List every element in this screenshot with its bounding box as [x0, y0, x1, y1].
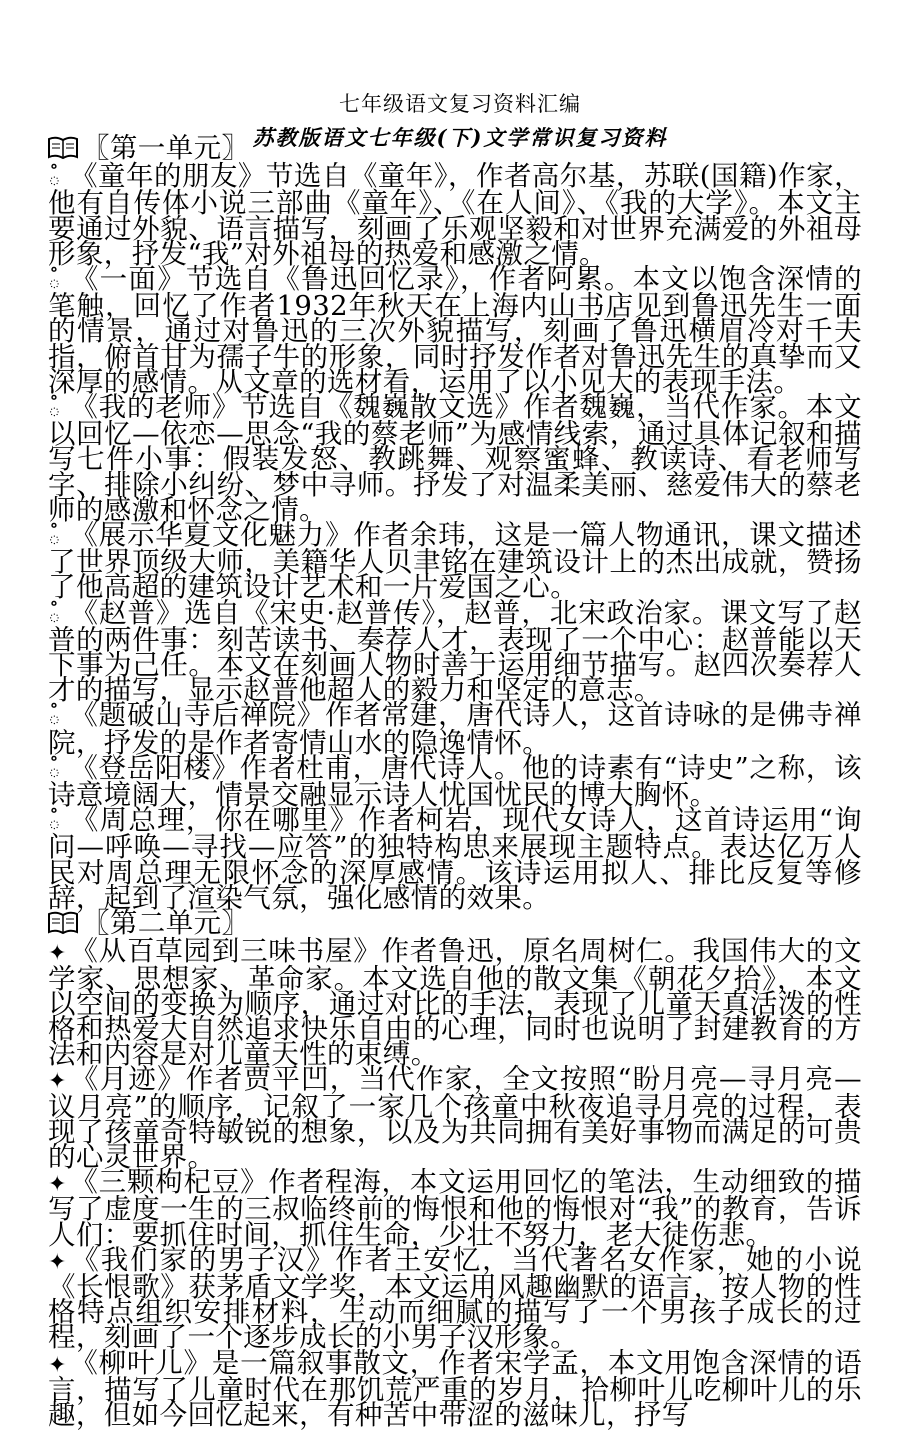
entry-text [48, 1166, 862, 1251]
flourish-bullet-icon: ఄ [48, 166, 62, 192]
flourish-bullet-icon: ఄ [48, 705, 62, 731]
star-bullet-icon: ✦ [48, 1069, 67, 1095]
flourish-bullet-icon: ఄ [48, 757, 62, 783]
entry-body: 《周总理，你在哪里》作者柯岩，现代女诗人，这首诗运用“询问—呼唤—寻找—应答”的独特构思来展现主题特点。表达亿万人民对周总理无限怀念的深厚感情。该诗运用拟人、排比反复等修辞，起到了渲染气氛，强化感情的效果。 [48, 804, 862, 914]
entry-text [48, 519, 862, 604]
document-header-title: 七年级语文复习资料汇编 [339, 92, 581, 116]
entry-body: 《展示华夏文化魅力》作者余玮，这是一篇人物通讯，课文描述了世界顶级大师，美籍华人贝聿铭在建筑设计上的杰出成就，赞扬了他高超的建筑设计艺术和一片爱国之心。 [48, 519, 862, 604]
entry-body: 《一面》节选自《鲁迅回忆录》，作者阿累。本文以饱含深情的笔触，回忆了作者1932年秋天在上海内山书店见到鲁迅先生一面的情景，通过对鲁迅的三次外貌描写，刻画了鲁迅横眉冷对千夫指，俯首甘为孺子牛的形象，同时抒发作者对鲁迅先生的真挚而又深厚的感情。从文章的选材看，运用了以小见大的表现手法。 [48, 263, 862, 398]
entry-body: 《从百草园到三味书屋》作者鲁迅，原名周树仁。我国伟大的文学家、思想家、革命家。本文选自他的散文集《朝花夕拾》，本文以空间的变换为顺序，通过对比的手法，表现了儿童天真活泼的性格和热爱大自然追求快乐自由的心理，同时也说明了封建教育的方法和内容是对儿童天性的束缚。 [48, 935, 862, 1071]
document-body [48, 132, 862, 1431]
entry-text [48, 1346, 862, 1431]
flourish-bullet-icon: ఄ [48, 810, 62, 836]
entry-body: 《登岳阳楼》作者杜甫，唐代诗人。他的诗素有“诗史”之称，该诗意境阔大，情景交融显示诗人忧国忧民的博大胸怀。 [48, 751, 862, 812]
flourish-bullet-icon: ఄ [48, 525, 62, 551]
entry-text [48, 935, 862, 1071]
flourish-bullet-icon: ఄ [48, 602, 62, 628]
entry-body: 《赵普》选自《宋史·赵普传》，赵普，北宋政治家。课文写了赵普的两件事：刻苦读书、奏荐人才，表现了一个中心：赵普能以天下事为己任。本文在刻画人物时善于运用细节描写。赵四次奏荐人才的描写，显示赵普他超人的毅力和坚定的意志。 [48, 596, 862, 707]
unit-heading-label: 〖第二单元〗 [82, 907, 250, 940]
entry-text [48, 804, 862, 914]
flourish-bullet-icon: ఄ [48, 269, 62, 295]
star-bullet-icon: ✦ [48, 1172, 67, 1198]
star-bullet-icon: ✦ [48, 1352, 67, 1378]
entry-text [48, 1243, 862, 1354]
entry-text [48, 596, 862, 707]
flourish-bullet-icon: ఄ [48, 397, 62, 423]
entry-text [48, 160, 862, 270]
entry-body: 《童年的朋友》节选自《童年》，作者高尔基，苏联(国籍)作家，他有自传体小说三部曲《童年》、《在人间》、《我的大学》。本文主要通过外貌、语言描写，刻画了乐观坚毅和对世界充满爱的外祖母形象，抒发“我”对外祖母的热爱和感激之情。 [48, 160, 862, 270]
entry-text [48, 1063, 862, 1173]
entry-body: 《三颗枸杞豆》作者程海，本文运用回忆的笔法，生动细致的描写了虚度一生的三叔临终前的悔恨和他的悔恨对“我”的教育，告诉人们：要抓住时间，抓住生命，少壮不努力，老大徒伤悲。 [48, 1166, 862, 1251]
entry-body: 《题破山寺后禅院》作者常建，唐代诗人，这首诗咏的是佛寺禅院，抒发的是作者寄情山水的隐逸情怀。 [48, 699, 862, 759]
entry-text [48, 699, 862, 759]
entry-body: 《月迹》作者贾平凹，当代作家，全文按照“盼月亮—寻月亮—议月亮”的顺序，记叙了一家几个孩童中秋夜追寻月亮的过程，表现了孩童奇特敏锐的想象，以及为共同拥有美好事物而满足的可贵的心灵世界。 [48, 1063, 862, 1173]
entry-body: 《我的老师》节选自《魏巍散文选》作者魏巍，当代作家。本文以回忆—依恋—思念“我的蔡老师”为感情线索，通过具体记叙和描写七件小事：假装发怒、教跳舞、观察蜜蜂、教读诗、看老师写字、排除小纠纷、梦中寻师。抒发了对温柔美丽、慈爱伟大的蔡老师的感激和怀念之情。 [48, 391, 862, 526]
entry-text [48, 391, 862, 526]
document-subtitle: 苏教版语文七年级(下)文学常识复习资料 [252, 125, 668, 150]
entry-text [48, 263, 862, 398]
entry-body: 《我们家的男子汉》作者王安忆，当代著名女作家，她的小说《长恨歌》获茅盾文学奖，本文运用风趣幽默的语言，按人物的性格特点组织安排材料，生动而细腻的描写了一个男孩子成长的过程，刻画了一个逐步成长的小男子汉形象。 [48, 1243, 862, 1354]
entry-text [48, 751, 862, 812]
star-bullet-icon: ✦ [48, 1249, 67, 1275]
entry-body: 《柳叶儿》是一篇叙事散文，作者宋学孟，本文用饱含深情的语言，描写了儿童时代在那饥荒严重的岁月，拾柳叶儿吃柳叶儿的乐趣，但如今回忆起来，有种苦中带涩的滋味儿，抒写 [48, 1346, 862, 1431]
unit-heading-label: 〖第一单元〗 [82, 132, 250, 164]
star-bullet-icon: ✦ [48, 941, 67, 967]
